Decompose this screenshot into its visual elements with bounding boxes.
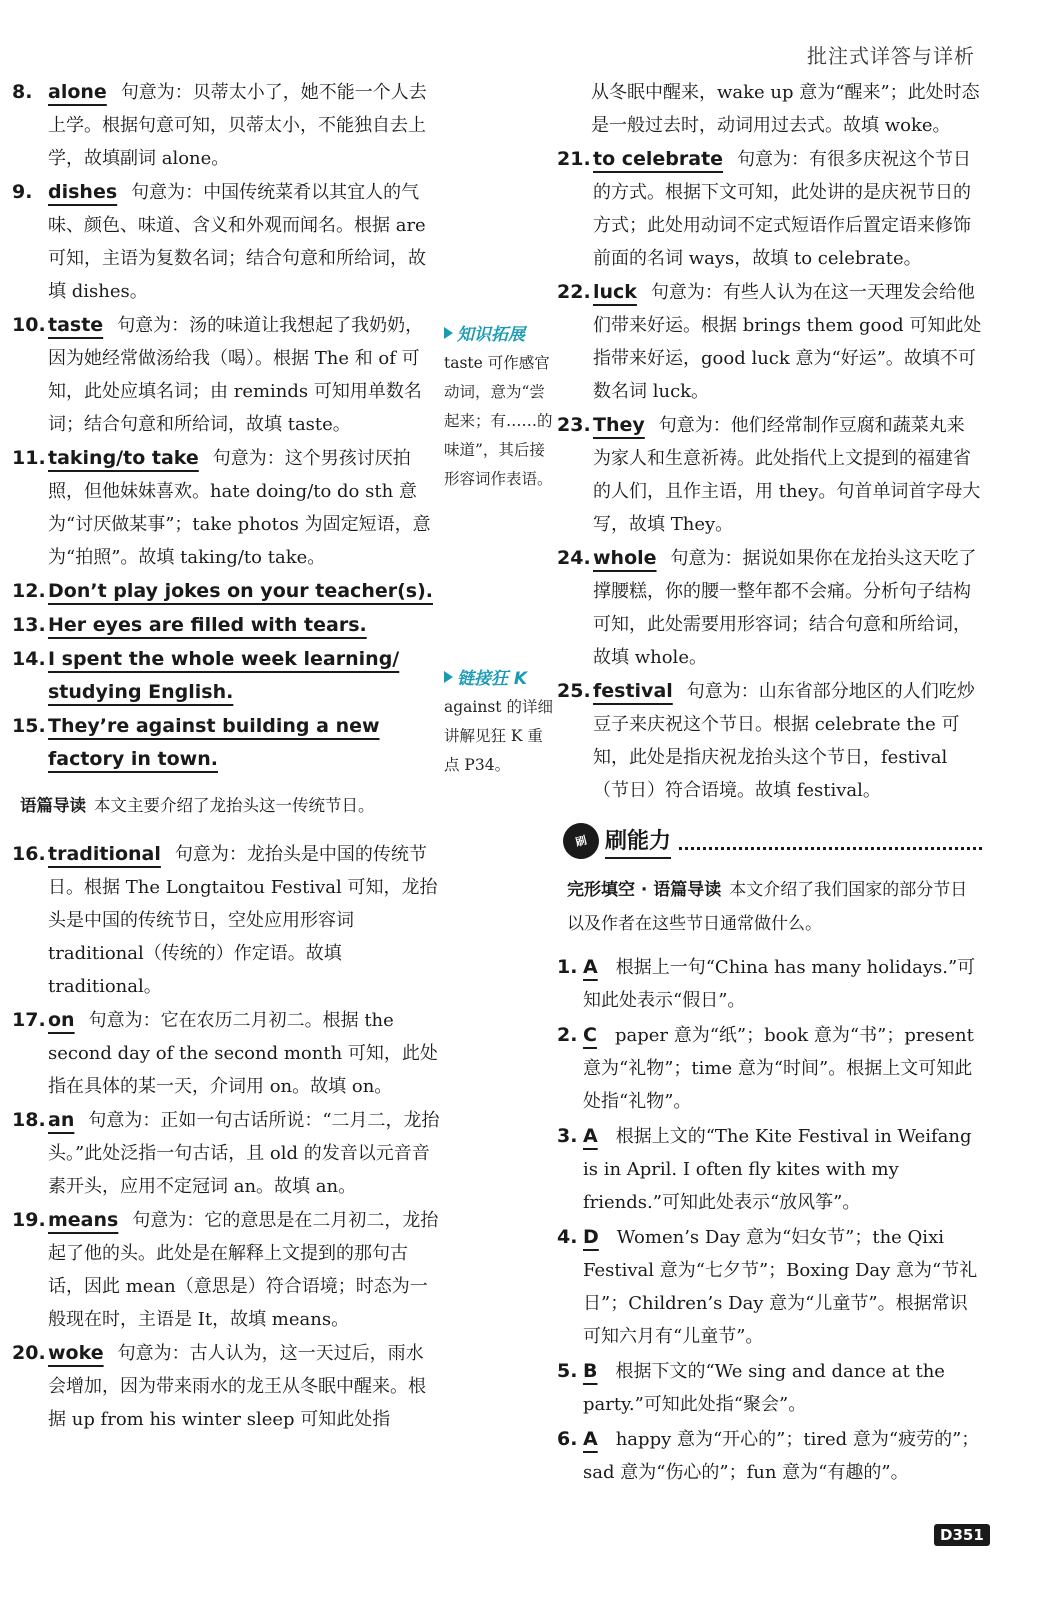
- answer-item-11: [12, 442, 440, 574]
- item-number: 4.: [557, 1226, 578, 1248]
- answer-letter: C: [583, 1024, 597, 1046]
- answer-sentence: I spent the whole week learning/ studying English.: [48, 648, 400, 703]
- explanation: 句意为：中国传统菜肴以其宜人的气味、颜色、味道、含义和外观而闻名。根据 are 可知，主语为复数名词；结合句意和所给词，故填 dishes。: [48, 182, 426, 302]
- page-header: 批注式详答与详析: [807, 44, 975, 68]
- item-number: 23.: [557, 414, 591, 436]
- cloze-item-1: [557, 951, 982, 1017]
- answer-word: means: [48, 1209, 119, 1231]
- arrow-icon: [444, 671, 453, 683]
- section-badge-icon: 刷: [559, 819, 603, 863]
- sentence-item-12: [12, 575, 440, 608]
- item-number: 1.: [557, 956, 578, 978]
- answer-word: to celebrate: [593, 148, 724, 170]
- explanation: 句意为：贝蒂太小了，她不能一个人去上学。根据句意可知，贝蒂太小，不能独自去上学，故填副词 alone。: [48, 82, 427, 169]
- explanation: 根据下文的“We sing and dance at the party.”可知此处指“聚会”。: [583, 1361, 945, 1415]
- answer-letter: B: [583, 1360, 598, 1382]
- side-note-knowledge: [444, 320, 554, 494]
- sentence-item-15: [12, 710, 440, 776]
- answer-sentence: Don’t play jokes on your teacher(s).: [48, 580, 433, 602]
- answer-word: alone: [48, 81, 107, 103]
- side-note-title: 知识拓展: [457, 325, 525, 345]
- cloze-item-2: [557, 1019, 982, 1118]
- cloze-guide: [567, 873, 982, 941]
- reading-guide-text: 本文主要介绍了龙抬头这一传统节日。: [94, 796, 375, 815]
- side-note-title: 链接狂 K: [457, 669, 528, 689]
- answer-word: on: [48, 1009, 75, 1031]
- cloze-item-5: [557, 1355, 982, 1421]
- item-number: 17.: [12, 1009, 46, 1031]
- explanation: 从冬眠中醒来，wake up 意为“醒来”；此处时态是一般过去时，动词用过去式。故填 woke。: [591, 82, 980, 136]
- answer-word: woke: [48, 1342, 104, 1364]
- answer-word: taste: [48, 314, 104, 336]
- page-number: D351: [934, 1524, 990, 1546]
- explanation: paper 意为“纸”；book 意为“书”；present 意为“礼物”；time 意为“时间”。根据上文可知此处指“礼物”。: [583, 1025, 974, 1112]
- item-number: 22.: [557, 281, 591, 303]
- answer-word: whole: [593, 547, 657, 569]
- explanation: 句意为：古人认为，这一天过后，雨水会增加，因为带来雨水的龙王从冬眠中醒来。根据 up from his winter sleep 可知此处指: [48, 1343, 426, 1430]
- section-divider: [679, 833, 982, 850]
- item-number: 25.: [557, 680, 591, 702]
- explanation: 句意为：他们经常制作豆腐和蔬菜丸来为家人和生意祈祷。此处指代上文提到的福建省的人们，且作主语，用 they。句首单词首字母大写，故填 They。: [593, 415, 981, 535]
- answer-word: an: [48, 1109, 75, 1131]
- item-number: 21.: [557, 148, 591, 170]
- explanation: 句意为：汤的味道让我想起了我奶奶，因为她经常做汤给我（喝）。根据 The 和 of 可知，此处应填名词；由 reminds 可知用单数名词；结合句意和所给词，故填 taste。: [48, 315, 424, 435]
- answer-letter: A: [583, 956, 598, 978]
- explanation: 根据上文的“The Kite Festival in Weifang is in April. I often fly kites with my friends.”可知此处表示“放风筝”。: [583, 1126, 972, 1213]
- explanation: Women’s Day 意为“妇女节”；the Qixi Festival 意为“七夕节”；Boxing Day 意为“节礼日”；Children’s Day 意为“儿童节”。根据常识可知六月有“儿童节”。: [583, 1227, 978, 1347]
- answer-item-24: [557, 542, 982, 674]
- item-number: 14.: [12, 648, 46, 670]
- item-number: 15.: [12, 715, 46, 737]
- side-notes: [444, 320, 554, 780]
- answer-word: luck: [593, 281, 637, 303]
- answer-letter: A: [583, 1428, 598, 1450]
- answer-item-21: [557, 143, 982, 275]
- item-number: 24.: [557, 547, 591, 569]
- item-number: 8.: [12, 81, 33, 103]
- answer-letter: A: [583, 1125, 598, 1147]
- explanation: 根据上一句“China has many holidays.”可知此处表示“假日”。: [583, 957, 976, 1011]
- answer-word: They: [593, 414, 645, 436]
- answer-item-17: [12, 1004, 440, 1103]
- sentence-item-13: [12, 609, 440, 642]
- item-number: 9.: [12, 181, 33, 203]
- explanation: 句意为：有些人认为在这一天理发会给他们带来好运。根据 brings them good 可知此处指带来好运，good luck 意为“好运”。故填不可数名词 luck。: [593, 282, 982, 402]
- answer-sentence: Her eyes are filled with tears.: [48, 614, 367, 636]
- answer-item-16: [12, 838, 440, 1003]
- cloze-item-4: [557, 1221, 982, 1353]
- answer-sentence: They’re against building a new factory in town.: [48, 715, 380, 770]
- answer-item-25: [557, 675, 982, 807]
- explanation: 句意为：有很多庆祝这个节日的方式。根据下文可知，此处讲的是庆祝节日的方式；此处用动词不定式短语作后置定语来修饰前面的名词 ways，故填 to celebrate。: [593, 149, 972, 269]
- item-number: 12.: [12, 580, 46, 602]
- cloze-item-6: [557, 1423, 982, 1489]
- answer-word: taking/to take: [48, 447, 199, 469]
- cloze-item-3: [557, 1120, 982, 1219]
- item-number: 6.: [557, 1428, 578, 1450]
- item-number: 10.: [12, 314, 46, 336]
- section-title: 刷能力: [605, 824, 671, 859]
- answer-item-8: [12, 76, 440, 175]
- explanation: 句意为：正如一句古话所说：“二月二，龙抬头。”此处泛指一句古话，且 old 的发音以元音音素开头，应用不定冠词 an。故填 an。: [48, 1110, 440, 1197]
- section-header: [563, 823, 982, 859]
- answer-item-20-continued: [557, 76, 982, 142]
- answer-item-19: [12, 1204, 440, 1336]
- explanation: 句意为：据说如果你在龙抬头这天吃了撑腰糕，你的腰一整年都不会痛。分析句子结构可知，此处需要用形容词；结合句意和所给词，故填 whole。: [593, 548, 977, 668]
- cloze-guide-label: 完形填空 · 语篇导读: [567, 880, 722, 900]
- explanation: happy 意为“开心的”；tired 意为“疲劳的”；sad 意为“伤心的”；fun 意为“有趣的”。: [583, 1429, 980, 1483]
- answer-item-22: [557, 276, 982, 408]
- item-number: 13.: [12, 614, 46, 636]
- left-column: [12, 76, 440, 1437]
- side-note-text: taste 可作感官动词，意为“尝起来；有……的味道”，其后接形容词作表语。: [444, 354, 553, 488]
- explanation: 句意为：龙抬头是中国的传统节日。根据 The Longtaitou Festival 可知，龙抬头是中国的传统节日，空处应用形容词 traditional（传统的）作定语。故填 traditional。: [48, 844, 438, 997]
- answer-letter: D: [583, 1226, 599, 1248]
- answer-word: dishes: [48, 181, 118, 203]
- item-number: 20.: [12, 1342, 46, 1364]
- answer-item-23: [557, 409, 982, 541]
- answer-item-9: [12, 176, 440, 308]
- right-column: [557, 76, 982, 1491]
- reading-guide-label: 语篇导读: [20, 796, 86, 815]
- explanation: 句意为：这个男孩讨厌拍照，但他妹妹喜欢。hate doing/to do sth 意为“讨厌做某事”；take photos 为固定短语，意为“拍照”。故填 taking/to take。: [48, 448, 431, 568]
- item-number: 16.: [12, 843, 46, 865]
- answer-word: festival: [593, 680, 673, 702]
- item-number: 18.: [12, 1109, 46, 1131]
- cloze-guide-text: 本文介绍了我们国家的部分节日以及作者在这些节日通常做什么。: [567, 880, 968, 934]
- explanation: 句意为：它在农历二月初二。根据 the second day of the second month 可知，此处指在具体的某一天，介词用 on。故填 on。: [48, 1010, 438, 1097]
- side-note-link: [444, 664, 554, 780]
- reading-guide: [20, 790, 440, 822]
- answer-item-20: [12, 1337, 440, 1436]
- item-number: 5.: [557, 1360, 578, 1382]
- side-note-text: against 的详细讲解见狂 K 重点 P34。: [444, 698, 553, 774]
- item-number: 19.: [12, 1209, 46, 1231]
- item-number: 3.: [557, 1125, 578, 1147]
- sentence-item-14: [12, 643, 440, 709]
- item-number: 2.: [557, 1024, 578, 1046]
- arrow-icon: [444, 327, 453, 339]
- explanation: 句意为：它的意思是在二月初二，龙抬起了他的头。此处是在解释上文提到的那句古话，因此 mean（意思是）符合语境；时态为一般现在时，主语是 It，故填 means。: [48, 1210, 439, 1330]
- item-number: 11.: [12, 447, 46, 469]
- answer-word: traditional: [48, 843, 161, 865]
- explanation: 句意为：山东省部分地区的人们吃炒豆子来庆祝这个节日。根据 celebrate the 可知，此处是指庆祝龙抬头这个节日，festival（节日）符合语境。故填 festival。: [593, 681, 975, 801]
- answer-item-10: [12, 309, 440, 441]
- answer-item-18: [12, 1104, 440, 1203]
